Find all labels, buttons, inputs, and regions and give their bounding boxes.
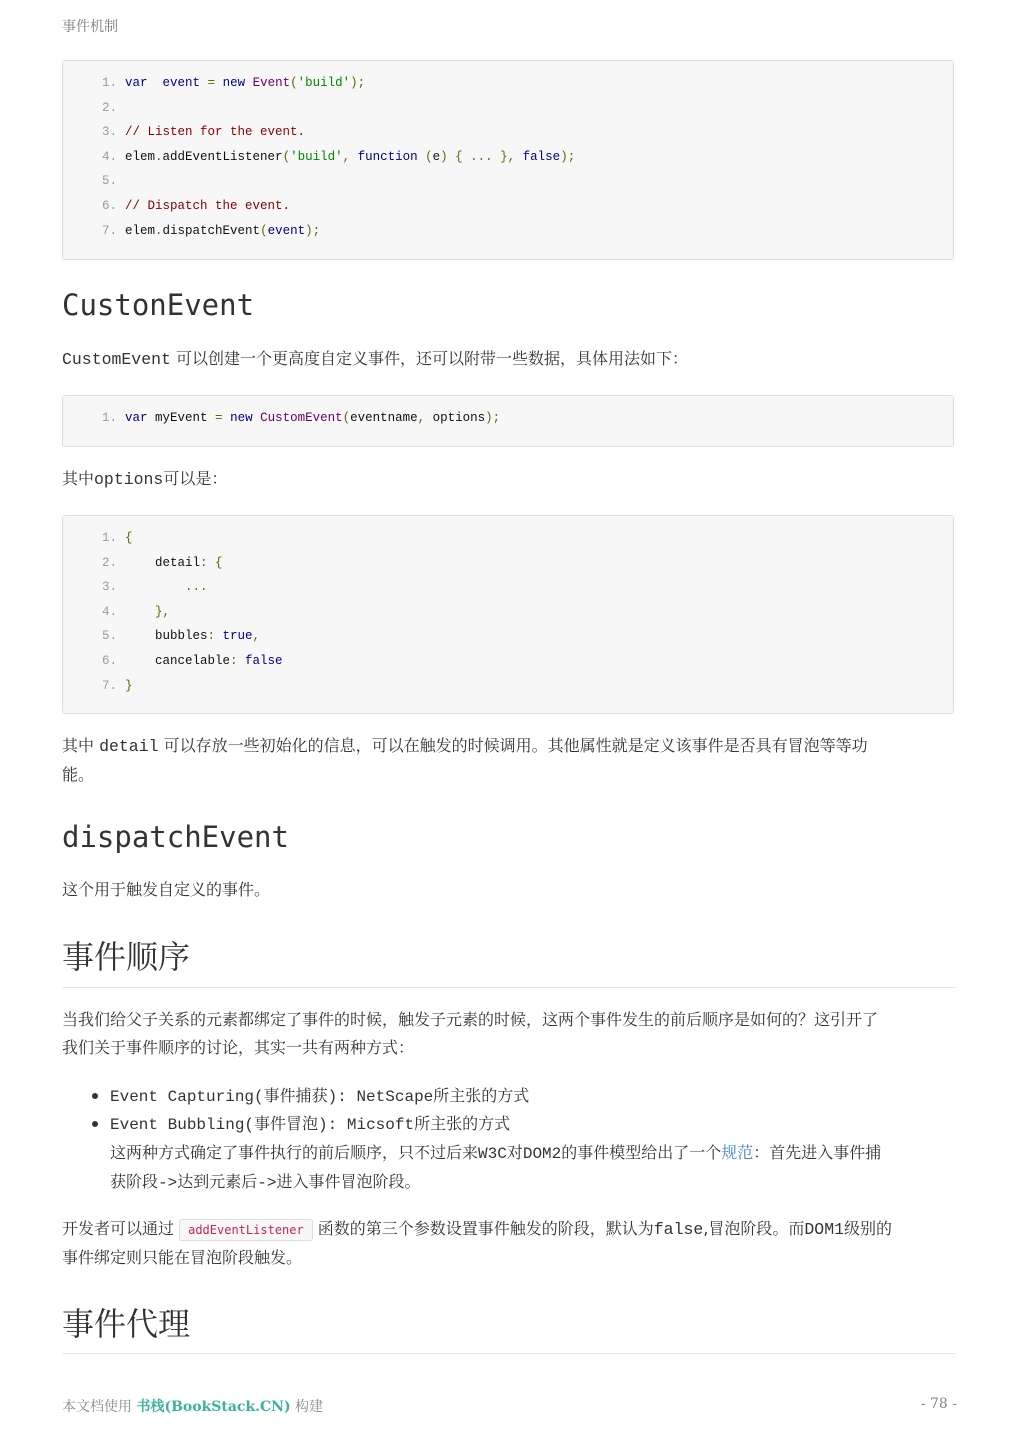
line-number: 2. [101, 100, 117, 115]
line-number: 4. [101, 149, 117, 164]
code-text: ... [125, 580, 208, 595]
list-item-capturing: Event Capturing(事件捕获): NetScape所主张的方式 [110, 1082, 956, 1111]
section-heading-event-order: 事件顺序 [62, 938, 191, 976]
detail-paragraph: 其中 detail 可以存放一些初始化的信息，可以在触发的时候调用。其他属性就是定义该事件是否具有冒泡等等功 能。 [62, 736, 868, 784]
line-number: 1. [101, 76, 117, 90]
inline-code-customevent: CustomEvent [62, 350, 171, 369]
heading-rule [62, 987, 956, 988]
section-heading-custonevent: CustonEvent [62, 288, 255, 322]
code-text: var myEvent = new CustomEvent(eventname, options); [125, 411, 501, 425]
line-number: 1. [101, 531, 117, 545]
code-text: // Dispatch the event. [125, 199, 291, 213]
code-block-options [62, 515, 954, 714]
options-intro: 其中options可以是： [62, 469, 228, 489]
event-order-paragraph: 当我们给父子关系的元素都绑定了事件的时候，触发子元素的时候，这两个事件发生的前后顺序是如何的？这引开了 我们关于事件顺序的讨论，其实一共有两种方式： [62, 1010, 879, 1057]
code-text: }, [125, 604, 171, 619]
spec-link[interactable]: 规范 [721, 1143, 754, 1162]
code-text: elem.dispatchEvent(event); [125, 223, 321, 238]
line-number: 3. [101, 580, 117, 595]
bullet [92, 1121, 98, 1127]
code-text: elem.addEventListener('build', function (e) { ... }, false); [125, 149, 576, 164]
code-text: // Listen for the event. [125, 125, 306, 140]
code-text: cancelable: false [125, 654, 283, 668]
bookstack-link[interactable]: 书栈(BookStack.CN) [136, 1399, 291, 1415]
line-number: 7. [101, 223, 117, 238]
line-number: 2. [101, 555, 117, 570]
running-header: 事件机制 [62, 19, 118, 35]
inline-code-options: options [94, 470, 164, 489]
code-text: { [125, 531, 133, 545]
code-block-customevent [62, 395, 954, 447]
code-text: } [125, 678, 133, 693]
inline-code-detail: detail [99, 737, 159, 756]
dispatch-text: 这个用于触发自定义的事件。 [62, 880, 271, 899]
line-number: 3. [101, 125, 117, 140]
code-block-event [62, 60, 954, 260]
code-text: detail: { [125, 555, 223, 570]
page-number: - 78 - [920, 1396, 957, 1412]
section-heading-dispatchevent: dispatchEvent [62, 820, 289, 854]
inline-code-addeventlistener: addEventListener [179, 1219, 313, 1241]
code-text: bubbles: true, [125, 629, 261, 644]
footer-credit: 本文档使用 书栈(BookStack.CN) 构建 [62, 1399, 324, 1415]
line-number: 7. [101, 678, 117, 693]
list-item-bubbling: Event Bubbling(事件冒泡): Micsoft所主张的方式 这两种方式确定了事件执行的前后顺序，只不过后来W3C对DOM2的事件模型给出了一个规范：首先进入事件捕 获阶段->达到元素后->进入事件冒泡阶段。 [110, 1110, 956, 1197]
line-number: 4. [101, 604, 117, 619]
add-event-listener-paragraph: 开发者可以通过 addEventListener 函数的第三个参数设置事件触发的阶段，默认为false,冒泡阶段。而DOM1级别的 事件绑定则只能在冒泡阶段触发。 [62, 1219, 893, 1267]
line-number: 6. [101, 199, 117, 213]
code-text: var event = new Event('build'); [125, 76, 366, 90]
bullet [92, 1093, 98, 1099]
line-number: 6. [101, 654, 117, 668]
heading-rule [62, 1353, 956, 1354]
line-number: 5. [101, 629, 117, 644]
custom-event-intro: CustomEvent 可以创建一个更高度自定义事件，还可以附带一些数据，具体用法如下： [62, 349, 689, 369]
line-number: 1. [101, 411, 117, 425]
section-heading-event-delegation: 事件代理 [62, 1305, 191, 1343]
line-number: 5. [101, 174, 117, 189]
